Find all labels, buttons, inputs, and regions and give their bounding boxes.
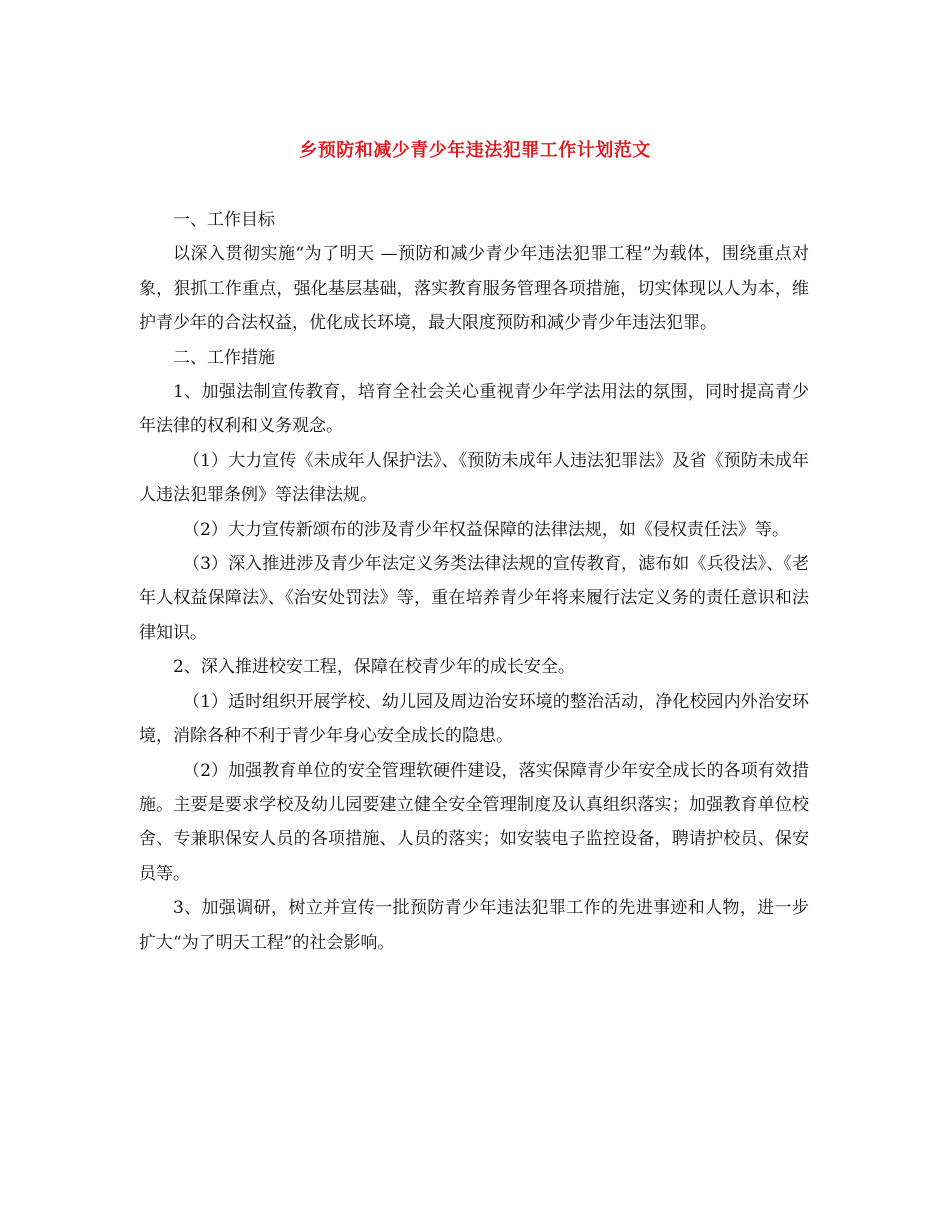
measure-2-item-1: （1）适时组织开展学校、幼儿园及周边治安环境的整治活动，净化校园内外治安环境，消除各种不利于青少年身心安全成长的隐患。 bbox=[139, 691, 809, 747]
measure-3-paragraph: 3、加强调研，树立并宣传一批预防青少年违法犯罪工作的先进事迹和人物，进一步扩大“为了明天工程”的社会影响。 bbox=[139, 898, 809, 953]
measure-2-paragraph: 2、深入推进校安工程，保障在校青少年的成长安全。 bbox=[173, 657, 575, 678]
measure-2-item-2: （2）加强教育单位的安全管理软硬件建设，落实保障青少年安全成长的各项有效措施。主要是要求学校及幼儿园要建立健全安全管理制度及认真组织落实；加强教育单位校舍、专兼职保安人员的各项措施、人员的落实；如安装电子监控设备，聘请护校员、保安员等。 bbox=[139, 760, 809, 884]
measure-1-item-3: （3）深入推进涉及青少年法定义务类法律法规的宣传教育，滤布如《兵役法》、《老年人权益保障法》、《治安处罚法》等，重在培养青少年将来履行法定义务的责任意识和法律知识。 bbox=[139, 554, 809, 643]
goals-paragraph: 以深入贯彻实施“为了明天 —预防和减少青少年违法犯罪工程”为载体，围绕重点对象，狠抓工作重点，强化基层基础，落实教育服务管理各项措施，切实体现以人为本，维护青少年的合法权益，优化成长环境，最大限度预防和减少青少年违法犯罪。 bbox=[139, 244, 809, 334]
document-body bbox=[139, 203, 809, 960]
section-heading-measures: 二、工作措施 bbox=[173, 347, 275, 368]
measure-1-item-1: （1）大力宣传《未成年人保护法》、《预防未成年人违法犯罪法》及省《预防未成年人违法犯罪条例》等法律法规。 bbox=[139, 450, 809, 506]
section-heading-goals: 一、工作目标 bbox=[173, 210, 275, 230]
measure-1-item-2: （2）大力宣传新颂布的涉及青少年权益保障的法律法规，如《侵权责任法》等。 bbox=[183, 519, 789, 540]
document-title: 乡预防和减少青少年违法犯罪工作计划范文 bbox=[299, 140, 651, 161]
measure-1-paragraph: 1、加强法制宣传教育，培育全社会关心重视青少年学法用法的氛围，同时提高青少年法律的权利和义务观念。 bbox=[139, 382, 809, 437]
